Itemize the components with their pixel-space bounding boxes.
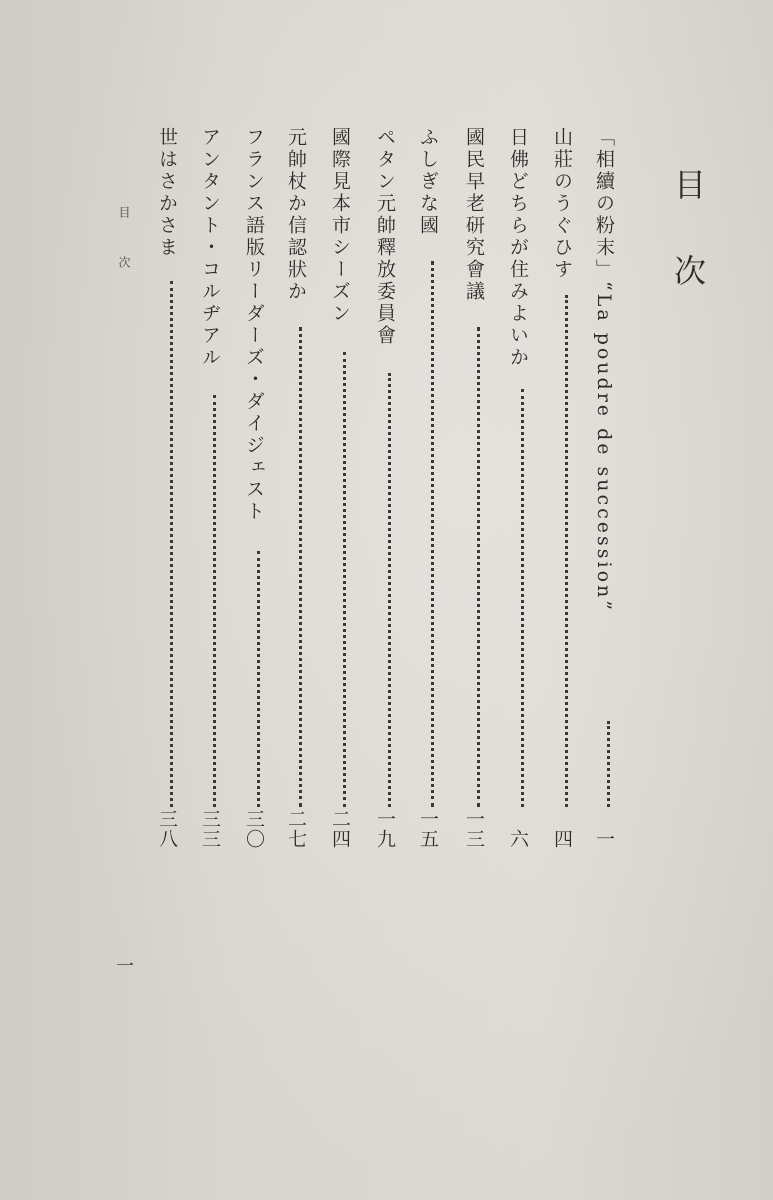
toc-entry [286, 127, 314, 849]
leader-dots [343, 352, 346, 807]
toc-entry-label: ふしぎな國 [417, 127, 439, 237]
toc-entry [200, 127, 228, 849]
toc-entry-label: ペタン元帥釋放委員會 [374, 127, 396, 347]
toc-title: 目次 [669, 168, 707, 340]
toc-entry-page: 三三 [199, 809, 221, 849]
leader-dots [431, 261, 434, 807]
toc-entry [594, 127, 622, 849]
toc-entry-page: 三八 [156, 809, 178, 849]
toc-entry-label: 山莊のうぐひす [551, 127, 573, 281]
leader-dots [477, 327, 480, 807]
toc-entry [552, 127, 580, 849]
leader-dots [257, 551, 260, 807]
leader-dots [565, 295, 568, 807]
leader-dots [607, 721, 610, 807]
toc-entry-page: 一三 [463, 809, 485, 849]
toc-entry-page: 二四 [329, 809, 351, 849]
toc-entry-label: 日佛どちらが住みよいか [507, 127, 529, 369]
toc-entry [375, 127, 403, 849]
toc-entry-page: 一九 [374, 809, 396, 849]
toc-entry-page: 一 [593, 829, 615, 849]
leader-dots [299, 327, 302, 807]
toc-entry-label: 元帥杖か信認狀か [285, 127, 307, 303]
toc-entry [244, 127, 272, 849]
toc-entry-label: 國民早老研究會議 [463, 127, 485, 303]
leader-dots [213, 395, 216, 807]
leader-dots [170, 281, 173, 807]
toc-entry [157, 127, 185, 849]
toc-entry-label: 「相續の粉末」“La poudre de succession” [593, 127, 615, 613]
toc-entry-page: 六 [507, 829, 529, 849]
toc-entry-label: 世はさかさま [156, 127, 178, 259]
toc-entry [330, 127, 358, 849]
toc-entry-label: フランス語版リーダーズ・ダイジェスト [243, 127, 265, 523]
toc-entry-label: 國際見本市シーズン [329, 127, 351, 325]
toc-entry [508, 127, 536, 849]
toc-entry [464, 127, 492, 849]
leader-dots [388, 373, 391, 807]
toc-entry-page: 二七 [285, 809, 307, 849]
page-number: 一 [116, 956, 134, 977]
toc-entry-label: アンタント・コルヂアル [199, 127, 221, 369]
running-head: 目次 [117, 206, 131, 306]
toc-entry [418, 127, 446, 849]
toc-entry-page: 一五 [417, 809, 439, 849]
leader-dots [521, 389, 524, 807]
toc-entry-page: 三〇 [243, 809, 265, 849]
toc-entry-page: 四 [551, 829, 573, 849]
